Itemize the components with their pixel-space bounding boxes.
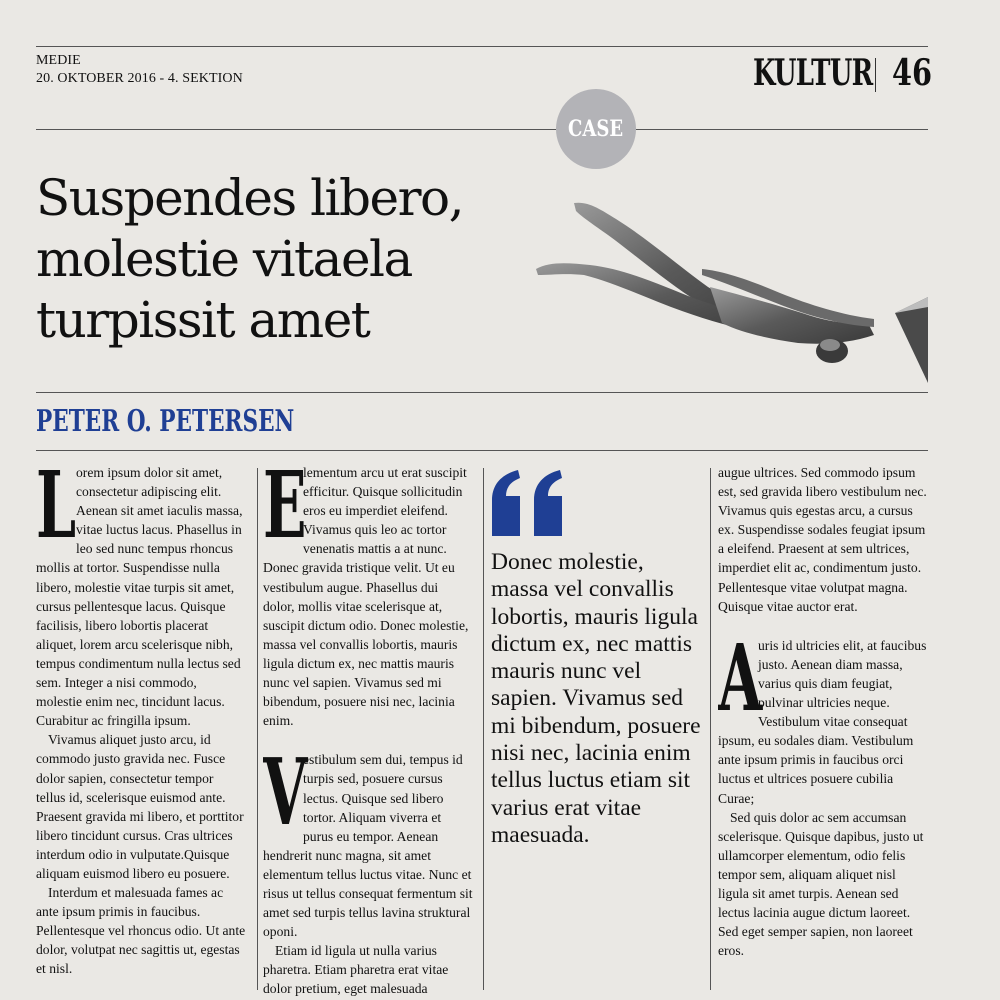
drop-cap: A xyxy=(718,623,763,732)
paragraph-text: Interdum et malesuada fames ac ante ipsum primis in faucibus. Pellentesque vel rhoncus odio. Ut ante dolor, volutpat nec sagittis ut, egestas et nisl. xyxy=(36,885,246,977)
dateline: 20. OKTOBER 2016 - 4. SEKTION xyxy=(36,71,243,86)
publication-name: MEDIE xyxy=(36,53,81,68)
paragraph-text: Sed quis dolor ac sem accumsan scelerisque. Quisque dapibus, justo ut ullamcorper elementum, odio felis tempor sem, aliquam aliquet nisl ligula sit amet turpis. Aenean sed lectus lacinia augue dictum laoreet. Sed eget semper sapien, non laoreet eros. xyxy=(718,809,924,959)
paragraph xyxy=(263,463,473,730)
paragraph xyxy=(36,730,246,883)
case-rule-right xyxy=(636,129,928,130)
paragraph-text: Etiam id ligula ut nulla varius pharetra. Etiam pharetra erat vitae dolor pretium, eget malesuada xyxy=(263,943,449,997)
headline-line: Suspendes libero, xyxy=(36,169,464,227)
diver-photo xyxy=(530,195,930,385)
paragraph-text: lementum arcu ut erat suscipit efficitur. Quisque sollicitudin eros eu imperdiet eleifend. Vivamus quis leo ac tortor venenatis mattis a at nunc. Donec gravida tristique velit. Ut eu vestibulum augue. Phasellus dui dolor, mollis vitae scelerisque at, suscipit dictum odio. Donec molestie, massa vel convallis lobortis, mauris ligula dictum ex, nec mattis mauris nunc vel sapien. Vivamus sed mi bibendum, posuere nisi nec, lacinia enim. xyxy=(263,465,469,729)
article-column xyxy=(718,463,928,998)
paragraph xyxy=(263,738,473,941)
headline-line: turpissit amet xyxy=(36,291,370,349)
case-rule-left xyxy=(36,129,556,130)
article-column xyxy=(36,463,246,998)
top-rule xyxy=(36,46,928,47)
drop-cap: L xyxy=(36,463,77,559)
headline xyxy=(36,168,536,351)
section-title: KULTUR xyxy=(753,52,873,94)
case-badge xyxy=(556,89,636,169)
byline-rule-bottom xyxy=(36,450,928,451)
column-divider xyxy=(483,468,484,990)
page-number: 46 xyxy=(892,52,933,94)
paragraph-text: Vivamus aliquet justo arcu, id commodo justo gravida nec. Fusce dolor sapien, consectetur tempor tellus id, scelerisque euismod ante. Praesent gravida mi libero, et porttitor libero tincidunt cursus. Cras ultrices interdum odio in vulputate.Quisque aliquam euismod libero eu posuere. xyxy=(36,732,244,881)
paragraph xyxy=(263,941,473,998)
paragraph xyxy=(718,623,928,808)
drop-cap: V xyxy=(263,738,308,847)
article-column xyxy=(263,463,473,998)
paragraph-text: uris id ultricies elit, at faucibus justo. Aenean diam massa, varius quis diam feugiat, pulvinar ultricies neque. Vestibulum vitae consequat ipsum, eu sodales diam. Vestibulum ante ipsum primis in faucibus orci luctus et ultrices posuere cubilia Curae; xyxy=(718,637,927,806)
drop-cap: E xyxy=(263,463,307,559)
paragraph xyxy=(718,808,928,961)
headline-line: molestie vitaela xyxy=(36,230,412,288)
section-separator xyxy=(875,58,876,92)
pull-quote: Donec molestie, massa vel convallis lobortis, mauris ligula dictum ex, nec mattis mauris nunc vel sapien. Vivamus sed mi bibendum, posuere nisi nec, lacinia enim tellus luctus etiam sit varius erat vitae maesuada. xyxy=(491,549,701,848)
paragraph xyxy=(36,883,246,978)
paragraph xyxy=(718,463,928,616)
quotation-mark-icon xyxy=(490,470,570,536)
paragraph-text: estibulum sem dui, tempus id turpis sed, posuere cursus lectus. Quisque sed libero tortor. Aliquam viverra et purus eu tempor. Aenean hendrerit nunc magna, sit amet elementum tellus luctus vitae. Nunc et risus ut tellus consequat fermentum sit amet sed turpis tellus lavina struktural oponi. xyxy=(263,752,473,940)
paragraph-text: orem ipsum dolor sit amet, consectetur adipiscing elit. Aenean sit amet iaculis massa, vitae luctus lacus. Phasellus in leo sed nunc tempus rhoncus mollis at tortor. Suspendisse nulla libero, molestie vitae turpis sit amet, cursus pellentesque lacus. Quisque facilisis, libero lobortis placerat aliquet, lorem arcu scelerisque nibh, tempus condimentum nulla lectus sed sem. Integer a nisi commodo, molestie enim nec, tincidunt lacus. Curabitur ac fringilla ipsum. xyxy=(36,465,243,729)
paragraph xyxy=(36,463,246,730)
case-badge-label: CASE xyxy=(568,116,624,142)
column-divider xyxy=(257,468,258,990)
byline-rule-top xyxy=(36,392,928,393)
column-divider xyxy=(710,468,711,990)
byline: PETER O. PETERSEN xyxy=(36,404,295,439)
paragraph-text: augue ultrices. Sed commodo ipsum est, sed gravida libero vestibulum nec. Vivamus quis egestas arcu, a cursus ex. Suspendisse sodales feugiat ipsum a eleifend. Praesent at sem ultrices, imperdiet elit ac, condimentum justo. Pellentesque vitae volutpat magna. Quisque vitae auctor erat. xyxy=(718,465,927,614)
